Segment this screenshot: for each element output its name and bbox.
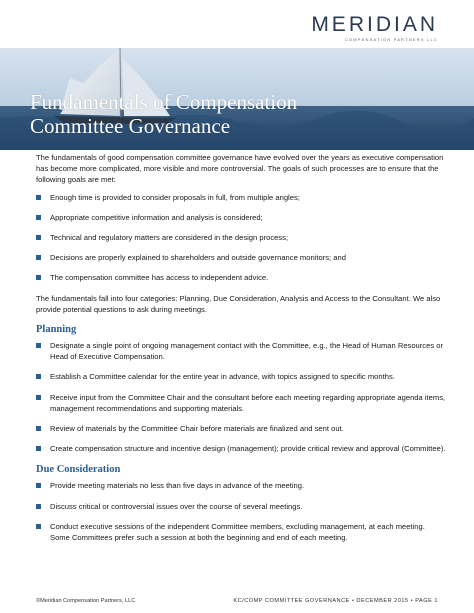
list-item: Create compensation structure and incentive design (management); provide critical review and approval (Committee). (36, 443, 446, 454)
square-bullet-icon (36, 446, 41, 451)
square-bullet-icon (36, 483, 41, 488)
page-title (30, 90, 297, 138)
due-consideration-heading: Due Consideration (36, 464, 121, 476)
square-bullet-icon (36, 195, 41, 200)
square-bullet-icon (36, 374, 41, 379)
document-body (36, 152, 446, 552)
due-consideration-list (36, 480, 446, 543)
list-item: Decisions are properly explained to shareholders and outside governance monitors; and (36, 252, 446, 263)
square-bullet-icon (36, 343, 41, 348)
square-bullet-icon (36, 524, 41, 529)
goals-list (36, 192, 446, 284)
hero-banner (0, 48, 474, 150)
list-item: The compensation committee has access to independent advice. (36, 272, 446, 283)
page-info: KC/COMP COMMITTEE GOVERNANCE • DECEMBER 2015 • PAGE 1 (233, 598, 438, 604)
planning-heading: Planning (36, 324, 77, 336)
intro-paragraph: The fundamentals of good compensation committee governance have evolved over the years as executive compensation has become more complicated, more visible and more controversial. The goals of such processes are to ensure that the following goals are met: (36, 153, 444, 185)
copyright-text: ©Meridian Compensation Partners, LLC (36, 598, 136, 604)
list-item: Receive input from the Committee Chair and the consultant before each meeting regarding appropriate agenda items, management recommendations and supporting materials. (36, 392, 446, 414)
list-item: Discuss critical or controversial issues over the course of several meetings. (36, 501, 446, 512)
meridian-logo (311, 14, 438, 42)
list-item: Establish a Committee calendar for the entire year in advance, with topics assigned to specific months. (36, 371, 446, 382)
title-line-1: Fundamentals of Compensation (30, 90, 298, 114)
categories-paragraph: The fundamentals fall into four categories: Planning, Due Consideration, Analysis and Access to the Consultant. We also provide potential questions to ask during meetings. (36, 293, 441, 314)
title-line-2: Committee Governance (30, 114, 231, 138)
square-bullet-icon (36, 275, 41, 280)
square-bullet-icon (36, 504, 41, 509)
square-bullet-icon (36, 426, 41, 431)
logo-tagline: COMPENSATION PARTNERS LLC (344, 37, 438, 42)
logo-wordmark: MERIDIAN (311, 13, 438, 36)
list-item: Enough time is provided to consider proposals in full, from multiple angles; (36, 192, 446, 203)
planning-list (36, 340, 446, 454)
list-item: Designate a single point of ongoing management contact with the Committee, e.g., the Head of Human Resources or Head of Executive Compensation. (36, 340, 446, 362)
square-bullet-icon (36, 255, 41, 260)
list-item: Review of materials by the Committee Chair before materials are finalized and sent out. (36, 423, 446, 434)
list-item: Provide meeting materials no less than five days in advance of the meeting. (36, 480, 446, 491)
list-item: Technical and regulatory matters are considered in the design process; (36, 232, 446, 243)
square-bullet-icon (36, 235, 41, 240)
square-bullet-icon (36, 215, 41, 220)
list-item: Appropriate competitive information and analysis is considered; (36, 212, 446, 223)
list-item: Conduct executive sessions of the independent Committee members, excluding management, at each meeting. Some Committees prefer such a session at both the beginning and end of each meeting. (36, 521, 446, 543)
square-bullet-icon (36, 395, 41, 400)
